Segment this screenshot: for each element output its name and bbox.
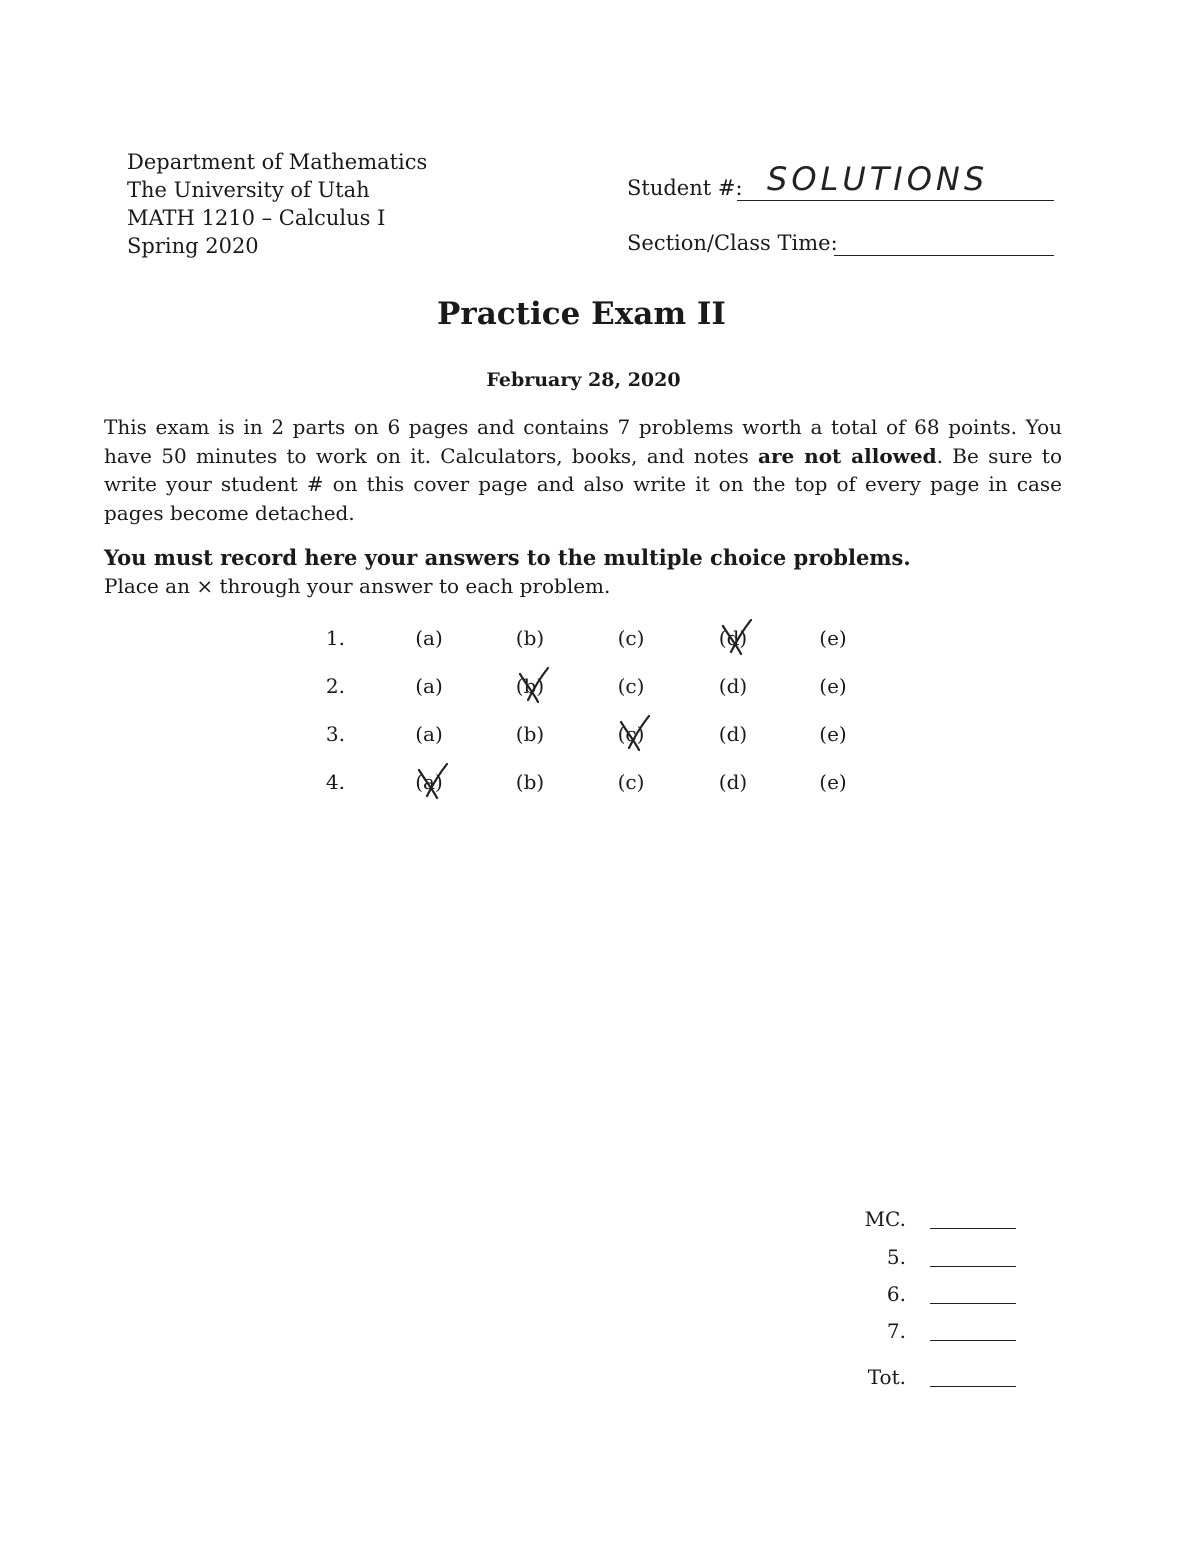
mc-option-1-c[interactable]: (c)	[617, 626, 645, 650]
mc-question-number: 2.	[325, 674, 345, 698]
mc-option-4-b[interactable]: (b)	[515, 770, 545, 794]
mc-option-4-d[interactable]: (d)	[718, 770, 748, 794]
mc-question-number: 1.	[325, 626, 345, 650]
intro-text-1: This exam is in 2 parts on 6 pages and contains 7 problems worth a total of 68 points. You have 50 minutes to work on it. Calculators, books, and notes	[104, 415, 1062, 468]
score-label: 6.	[886, 1282, 906, 1306]
student-number-value: SOLUTIONS	[767, 160, 989, 198]
exam-title: Practice Exam II	[437, 296, 726, 332]
intro-text-2: . Be sure to write your student # on this cover page and also write it on the top of every page in case pages become detached.	[104, 443, 1062, 525]
mc-option-3-b[interactable]: (b)	[515, 722, 545, 746]
mc-option-1-e[interactable]: (e)	[819, 626, 847, 650]
mc-option-4-e[interactable]: (e)	[819, 770, 847, 794]
mc-option-3-c[interactable]: (c)	[611, 722, 651, 746]
mc-instruction-bold: You must record here your answers to the multiple choice problems.	[104, 545, 911, 570]
section-line	[834, 255, 1054, 256]
mc-option-4-a[interactable]: (a)	[409, 770, 449, 794]
mc-option-2-d[interactable]: (d)	[718, 674, 748, 698]
university: The University of Utah	[127, 178, 370, 202]
mc-question-number: 4.	[325, 770, 345, 794]
score-blank[interactable]	[930, 1386, 1016, 1387]
course-info	[127, 148, 427, 260]
student-number-field[interactable]	[627, 160, 989, 200]
mc-question-number: 3.	[325, 722, 345, 746]
x-mark-icon	[615, 714, 651, 754]
x-mark-icon	[514, 666, 550, 706]
mc-option-2-a[interactable]: (a)	[415, 674, 443, 698]
mc-option-3-a[interactable]: (a)	[415, 722, 443, 746]
mc-option-3-e[interactable]: (e)	[819, 722, 847, 746]
x-mark-icon	[413, 762, 449, 802]
mc-option-1-a[interactable]: (a)	[415, 626, 443, 650]
mc-option-4-c[interactable]: (c)	[617, 770, 645, 794]
mc-option-2-e[interactable]: (e)	[819, 674, 847, 698]
mc-option-3-d[interactable]: (d)	[718, 722, 748, 746]
score-blank[interactable]	[930, 1340, 1016, 1341]
exam-instructions	[104, 413, 1062, 527]
mc-option-1-b[interactable]: (b)	[515, 626, 545, 650]
term: Spring 2020	[127, 234, 259, 258]
course: MATH 1210 – Calculus I	[127, 206, 386, 230]
mc-option-2-b[interactable]: (b)	[510, 674, 550, 698]
score-label: 5.	[886, 1245, 906, 1269]
mc-option-1-d[interactable]: (d)	[713, 626, 753, 650]
mc-instruction: Place an × through your answer to each problem.	[104, 574, 611, 598]
department: Department of Mathematics	[127, 150, 428, 174]
student-number-line	[737, 200, 1054, 201]
exam-date: February 28, 2020	[486, 369, 681, 391]
section-label: Section/Class Time:	[627, 231, 838, 255]
score-label: 7.	[886, 1319, 906, 1343]
score-blank[interactable]	[930, 1228, 1016, 1229]
mc-option-2-c[interactable]: (c)	[617, 674, 645, 698]
x-mark-icon	[717, 618, 753, 658]
score-blank[interactable]	[930, 1303, 1016, 1304]
student-number-label: Student #:	[627, 176, 743, 200]
section-field[interactable]	[627, 231, 838, 255]
score-blank[interactable]	[930, 1266, 1016, 1267]
score-label: Tot.	[867, 1365, 906, 1389]
intro-bold: are not allowed	[758, 443, 937, 468]
score-label: MC.	[864, 1207, 906, 1231]
